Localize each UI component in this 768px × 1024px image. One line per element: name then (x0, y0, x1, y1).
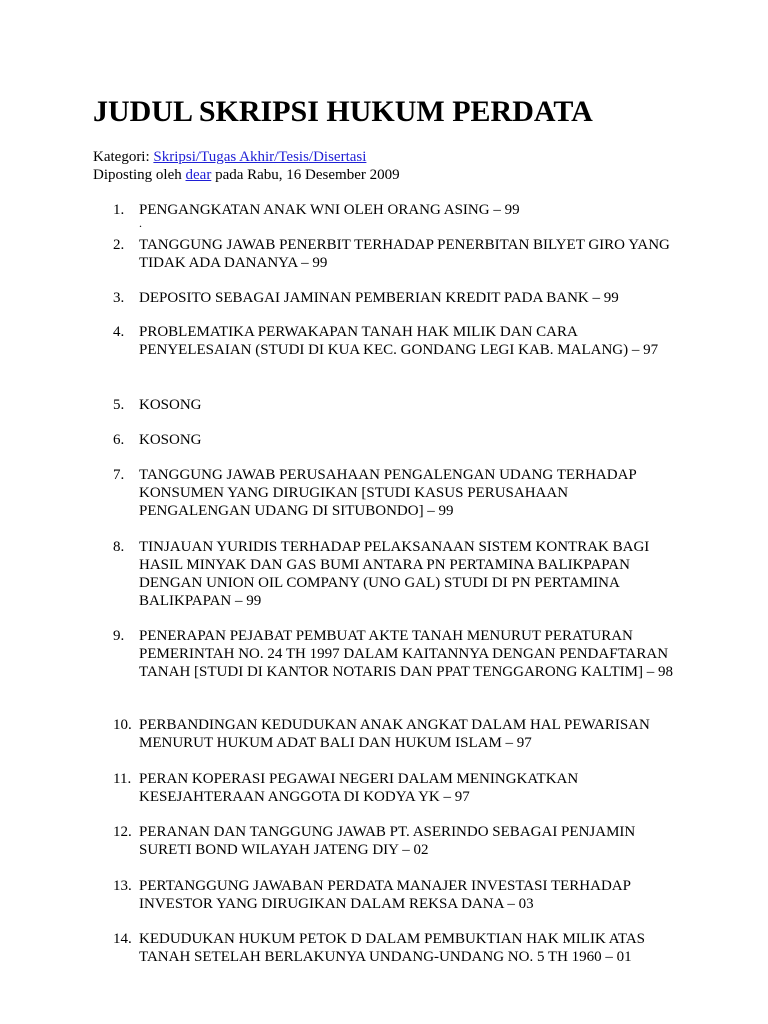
item-number: 2. (113, 237, 125, 253)
stray-mark: . (139, 216, 142, 230)
item-number: 1. (113, 202, 125, 218)
item-text: KEDUDUKAN HUKUM PETOK D DALAM PEMBUKTIAN HAK MILIK ATAS TANAH SETELAH BERLAKUNYA UNDANG-UNDANG NO. 5 TH 1960 – 01 (139, 931, 646, 965)
item-text: PENERAPAN PEJABAT PEMBUAT AKTE TANAH MENURUT PERATURAN PEMERINTAH NO. 24 TH 1997 DALAM KAITANNYA DENGAN PENDAFTARAN TANAH [STUDI DI KANTOR NOTARIS DAN PPAT TENGGARONG KALTIM] – 98 (139, 628, 674, 680)
item-text: KOSONG (139, 397, 202, 413)
item-number: 10. (113, 717, 132, 733)
posted-line (93, 166, 400, 184)
item-text: TANGGUNG JAWAB PERUSAHAAN PENGALENGAN UDANG TERHADAP KONSUMEN YANG DIRUGIKAN [STUDI KASUS PERUSAHAAN PENGALENGAN UDANG DI SITUBONDO] – 99 (139, 467, 637, 519)
item-text: PERAN KOPERASI PEGAWAI NEGERI DALAM MENINGKATKAN KESEJAHTERAAN ANGGOTA DI KODYA YK – 97 (139, 771, 579, 805)
item-number: 7. (113, 467, 125, 483)
posted-prefix: Diposting oleh (93, 167, 186, 183)
item-number: 12. (113, 824, 132, 840)
item-text: PERBANDINGAN KEDUDUKAN ANAK ANGKAT DALAM HAL PEWARISAN MENURUT HUKUM ADAT BALI DAN HUKUM ISLAM – 97 (139, 717, 650, 751)
item-text: PERTANGGUNG JAWABAN PERDATA MANAJER INVESTASI TERHADAP INVESTOR YANG DIRUGIKAN DALAM REKSA DANA – 03 (139, 878, 631, 912)
page-title: JUDUL SKRIPSI HUKUM PERDATA (93, 95, 593, 128)
item-text: PENGANGKATAN ANAK WNI OLEH ORANG ASING – 99 (139, 202, 520, 218)
item-number: 8. (113, 539, 125, 555)
item-number: 11. (113, 771, 132, 787)
item-number: 13. (113, 878, 132, 894)
item-number: 5. (113, 397, 125, 413)
author-link[interactable]: dear (185, 167, 212, 183)
category-link[interactable]: Skripsi/Tugas Akhir/Tesis/Disertasi (153, 149, 367, 165)
item-number: 14. (113, 931, 132, 947)
posted-date: pada Rabu, 16 Desember 2009 (211, 167, 400, 183)
item-number: 4. (113, 324, 125, 340)
item-text: TANGGUNG JAWAB PENERBIT TERHADAP PENERBITAN BILYET GIRO YANG TIDAK ADA DANANYA – 99 (139, 237, 670, 271)
category-line (93, 148, 366, 166)
item-text: TINJAUAN YURIDIS TERHADAP PELAKSANAAN SISTEM KONTRAK BAGI HASIL MINYAK DAN GAS BUMI ANTARA PN PERTAMINA BALIKPAPAN DENGAN UNION OIL COMPANY (UNO GAL) STUDI DI PN PERTAMINA BALIKPAPAN – 99 (139, 539, 650, 609)
item-number: 3. (113, 290, 125, 306)
item-number: 9. (113, 628, 125, 644)
item-text: PERANAN DAN TANGGUNG JAWAB PT. ASERINDO SEBAGAI PENJAMIN SURETI BOND WILAYAH JATENG DIY – 02 (139, 824, 636, 858)
item-text: DEPOSITO SEBAGAI JAMINAN PEMBERIAN KREDIT PADA BANK – 99 (139, 290, 619, 306)
item-number: 6. (113, 432, 125, 448)
item-text: PROBLEMATIKA PERWAKAPAN TANAH HAK MILIK DAN CARA PENYELESAIAN (STUDI DI KUA KEC. GONDANG LEGI KAB. MALANG) – 97 (139, 324, 659, 358)
category-label: Kategori: (93, 149, 154, 165)
item-text: KOSONG (139, 432, 202, 448)
